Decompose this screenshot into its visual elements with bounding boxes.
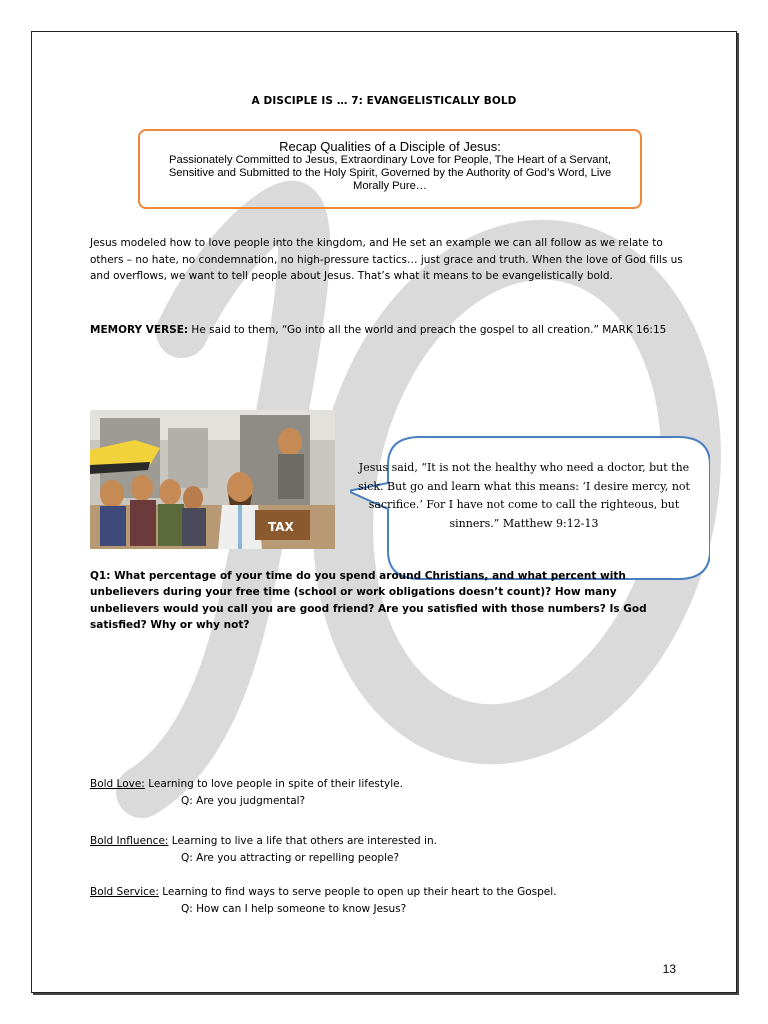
memory-verse <box>90 322 690 339</box>
page-number: 13 <box>662 962 676 976</box>
recap-box <box>138 129 642 209</box>
bold-love-item <box>90 776 690 809</box>
comic-sign-text: TAX <box>268 520 294 534</box>
bold-influence-question: Q: Are you attracting or repelling people? <box>181 851 400 864</box>
bold-influence-desc: Learning to live a life that others are interested in. <box>168 835 437 847</box>
bold-service-question: Q: How can I help someone to know Jesus? <box>181 902 407 915</box>
bold-service-term: Bold Service: <box>90 886 159 898</box>
comic-illustration <box>90 410 335 549</box>
question-1: Q1: What percentage of your time do you spend around Christians, and what percent with unbelievers during your free time (school or work obligations doesn’t count)? How many unbelievers would you call you are good friend? Are you satisfied with those numbers? Is God satisfied? Why or why not? <box>90 570 647 631</box>
bold-service-desc: Learning to find ways to serve people to open up their heart to the Gospel. <box>158 886 557 898</box>
memory-verse-text: He said to them, “Go into all the world and preach the gospel to all creation.” MARK 16:15 <box>188 324 667 336</box>
bold-love-question: Q: Are you judgmental? <box>181 794 306 807</box>
bold-influence-term: Bold Influence: <box>90 835 169 847</box>
bold-love-desc: Learning to love people in spite of their lifestyle. <box>144 778 403 790</box>
page-frame <box>31 31 737 993</box>
memory-verse-label: MEMORY VERSE: <box>90 324 189 336</box>
speech-bubble-text: Jesus said, “It is not the healthy who need a doctor, but the sick. But go and learn what this means: ‘I desire mercy, not sacrifice.’ For I have not come to call the righteous, but sinners.” Matthew 9:12-13 <box>358 461 690 530</box>
bold-service-item <box>90 884 690 917</box>
page-title: A DISCIPLE IS … 7: EVANGELISTICALLY BOLD <box>251 95 517 107</box>
bold-love-term: Bold Love: <box>90 778 145 790</box>
recap-title: Recap Qualities of a Disciple of Jesus: <box>279 139 501 154</box>
bold-influence-item <box>90 833 690 866</box>
intro-paragraph: Jesus modeled how to love people into the kingdom, and He set an example we can all follow as we relate to others – no hate, no condemnation, no high-pressure tactics… just grace and truth. When the love of God fills us and overflows, we want to tell people about Jesus. That’s what it means to be evangelistically bold. <box>90 237 683 282</box>
recap-body: Passionately Committed to Jesus, Extraordinary Love for People, The Heart of a Servant, Sensitive and Submitted to the Holy Spirit, Governed by the Authority of God’s Word, Live Morally Pure… <box>168 154 612 192</box>
